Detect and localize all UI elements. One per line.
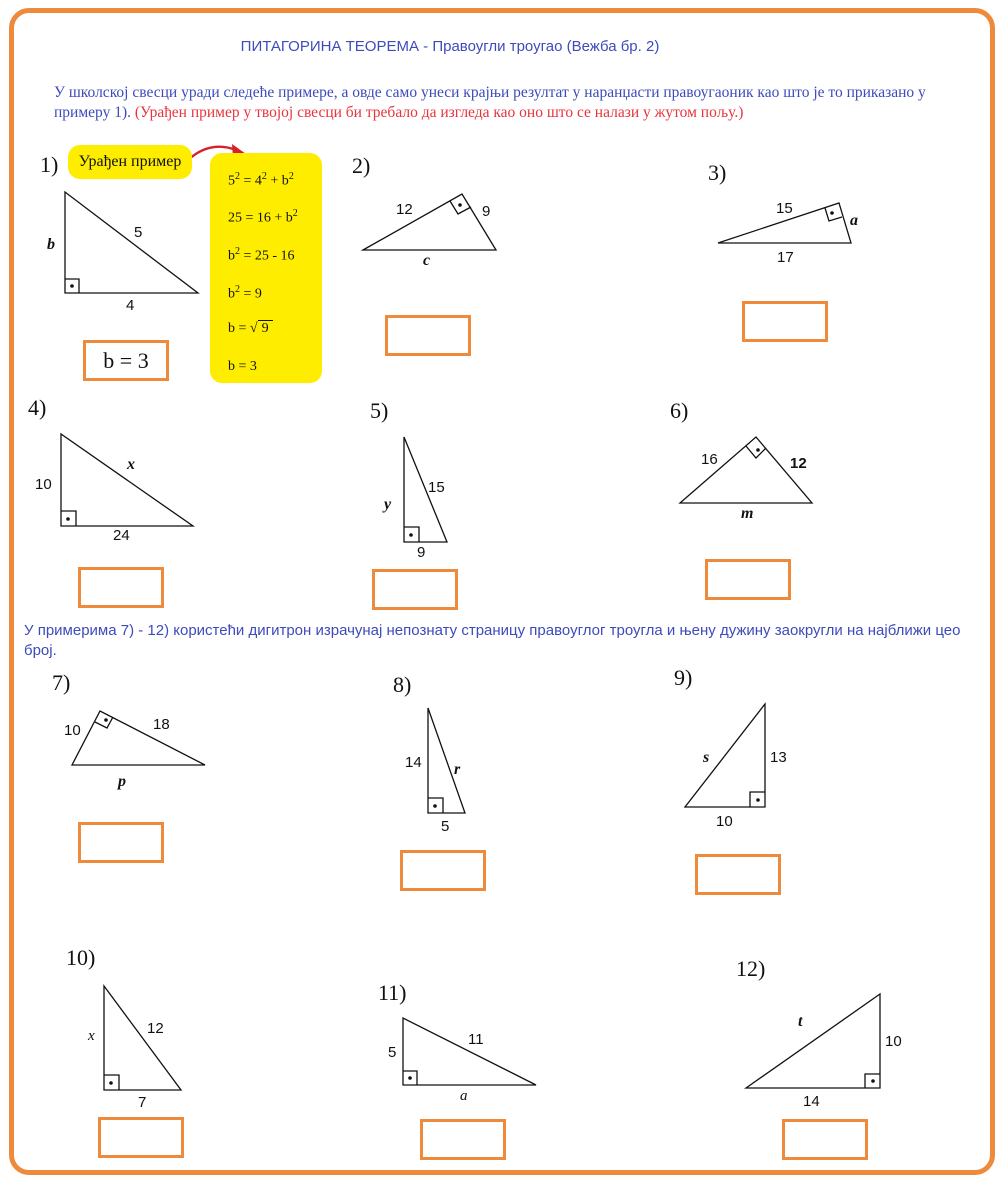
right-angle-dot-9 [756, 798, 760, 802]
triangle-2 [363, 194, 496, 250]
side-label: 14 [405, 754, 422, 771]
side-label: 15 [428, 479, 445, 496]
side-label: x [88, 1028, 95, 1044]
problem-number-11: 11) [378, 980, 407, 1005]
instructions-note: (Урађен пример у твојој свесци би требало да изгледа као оно што се налази у жутом пољу.) [134, 104, 744, 121]
problem-number-1: 1) [40, 152, 59, 177]
side-label: 4 [126, 297, 135, 314]
side-label: m [741, 505, 754, 522]
side-label: 5 [388, 1044, 397, 1061]
solution-step-3: $b^2 = 25 - 16$ [228, 246, 295, 264]
right-angle-dot-11 [408, 1076, 412, 1080]
sqrt-icon: √ [249, 321, 258, 336]
problem-number-9: 9) [674, 665, 693, 690]
right-angle-dot-1 [70, 284, 74, 288]
side-label: 12 [790, 455, 807, 472]
side-label: c [423, 252, 431, 269]
solution-step-4: $b^2 = 9$ [228, 284, 262, 302]
triangle-7 [72, 711, 205, 765]
right-angle-dot-5 [409, 533, 413, 537]
side-label: s [703, 749, 710, 766]
side-label: p [118, 773, 126, 790]
answer-input-8[interactable] [400, 850, 486, 891]
side-label: 12 [147, 1020, 164, 1037]
example-solution [210, 153, 322, 383]
right-angle-dot-8 [433, 804, 437, 808]
answer-input-10[interactable] [98, 1117, 184, 1158]
side-label: 14 [803, 1093, 820, 1110]
side-label: 7 [138, 1094, 147, 1111]
side-label: 9 [482, 203, 491, 220]
solution-step-5: b = √ 9 [228, 321, 273, 337]
right-angle-3 [825, 208, 842, 221]
side-label: 18 [153, 716, 170, 733]
side-label: 10 [885, 1033, 902, 1050]
problem-number-4: 4) [28, 395, 47, 420]
triangle-11 [403, 1018, 536, 1085]
side-label: 17 [777, 249, 794, 266]
instructions-text: У школској свесци уради следеће примере, а овде само унеси крајњи резултат у наранџасти правоугаоник као што је то приказано у примеру 1). [54, 84, 926, 121]
side-label: 5 [134, 224, 143, 241]
right-angle-7 [95, 717, 113, 728]
side-label: r [454, 761, 461, 778]
right-angle-dot-7 [104, 718, 108, 722]
side-label: 15 [776, 200, 793, 217]
side-label: 9 [417, 544, 426, 561]
problem-number-12: 12) [736, 956, 766, 981]
right-angle-6 [746, 446, 766, 458]
solution-step-2: $25 = 16 + b^2$ [228, 208, 298, 226]
side-label: 13 [770, 749, 787, 766]
triangle-1 [65, 192, 198, 293]
triangle-12 [746, 994, 880, 1088]
answer-input-3[interactable] [742, 301, 828, 342]
problem-number-10: 10) [66, 945, 96, 970]
answer-input-12[interactable] [782, 1119, 868, 1160]
side-label: a [850, 212, 858, 229]
side-label: b [47, 236, 55, 253]
problem-number-6: 6) [670, 398, 689, 423]
answer-input-6[interactable] [705, 559, 791, 600]
side-label: 16 [701, 451, 718, 468]
side-label: 10 [64, 722, 81, 739]
answer-input-5[interactable] [372, 569, 458, 610]
right-angle-dot-12 [871, 1079, 875, 1083]
page-title: ПИТАГОРИНА ТЕОРЕМА - Правоугли троугао (Вежба бр. 2) [240, 38, 660, 55]
triangle-4 [61, 434, 193, 526]
problem-number-5: 5) [370, 398, 389, 423]
side-label: 5 [441, 818, 450, 835]
solution-step-1: $5^2 = 4^2 + b^2$ [228, 171, 294, 189]
problem-number-8: 8) [393, 672, 412, 697]
problem-number-7: 7) [52, 670, 71, 695]
problem-number-3: 3) [708, 160, 727, 185]
instructions-calculator: У примерима 7) - 12) користећи дигитрон израчунај непознату страницу правоуглог троугла и њену дужину заокругли на најближи цео број. [24, 622, 961, 659]
right-angle-dot-3 [830, 211, 834, 215]
answer-input-9[interactable] [695, 854, 781, 895]
answer-input-11[interactable] [420, 1119, 506, 1160]
answer-input-2[interactable] [385, 315, 471, 356]
problem-number-2: 2) [352, 153, 371, 178]
side-label: 11 [468, 1031, 484, 1048]
side-label: 10 [716, 813, 733, 830]
side-label: 12 [396, 201, 413, 218]
side-label: 10 [35, 476, 52, 493]
example-bubble: Урађен пример [68, 145, 192, 179]
example-answer: b = 3 [83, 340, 169, 381]
side-label: a [460, 1088, 468, 1104]
side-label: y [384, 496, 392, 513]
right-angle-dot-10 [109, 1081, 113, 1085]
side-label: t [798, 1013, 803, 1030]
right-angle-dot-2 [458, 203, 462, 207]
answer-input-4[interactable] [78, 567, 164, 608]
right-angle-dot-4 [66, 517, 70, 521]
side-label: 24 [113, 527, 130, 544]
right-angle-dot-6 [756, 448, 760, 452]
answer-input-7[interactable] [78, 822, 164, 863]
side-label: x [127, 456, 135, 473]
solution-step-6: b = 3 [228, 359, 257, 374]
